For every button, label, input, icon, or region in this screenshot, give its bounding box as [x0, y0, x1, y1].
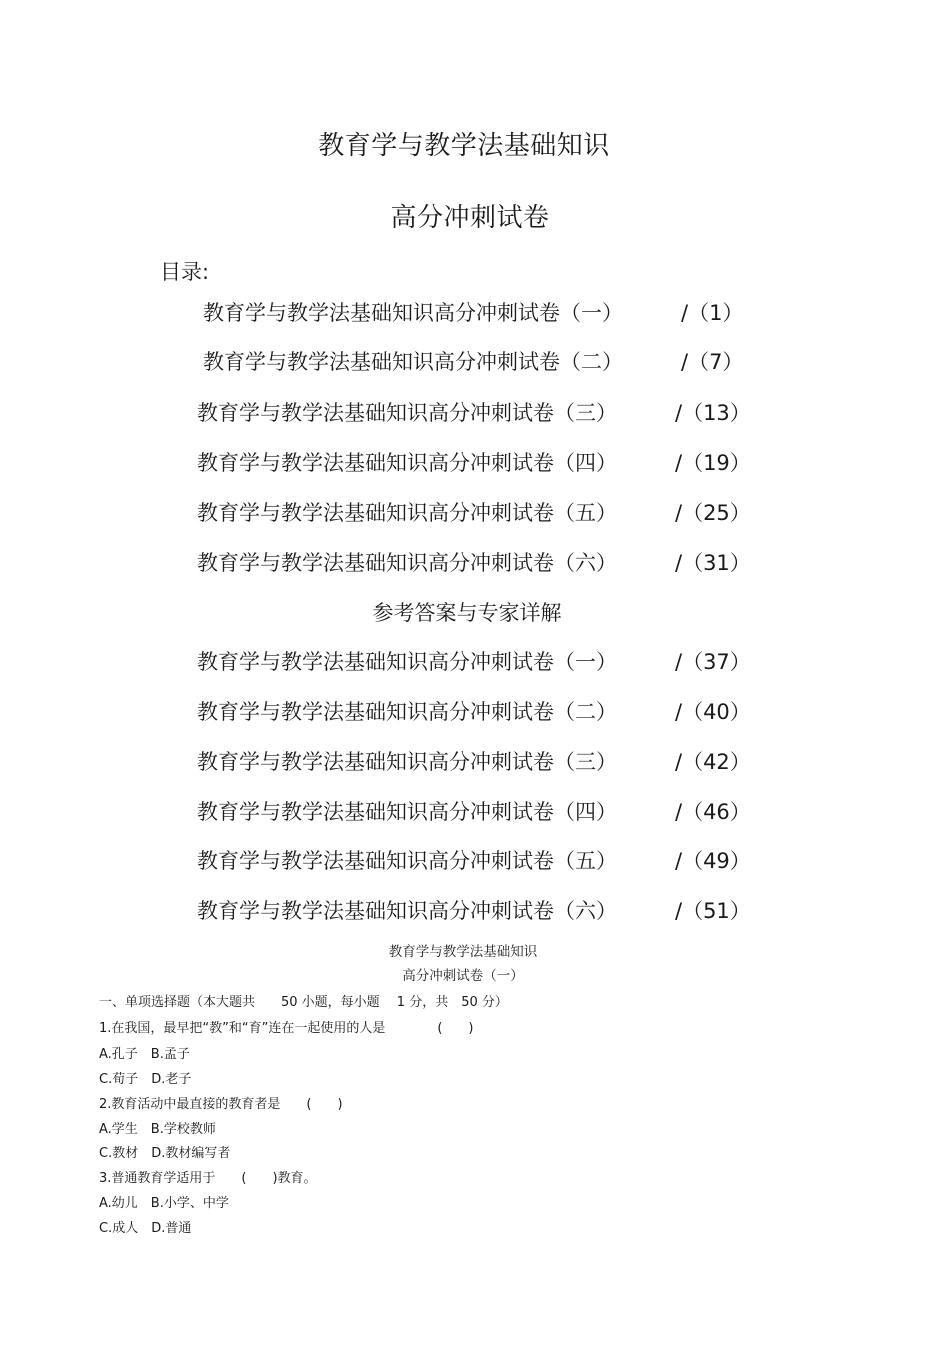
toc-entry-title: 教育学与教学法基础知识高分冲刺试卷（三） [197, 750, 617, 774]
toc-entry-page: /（13） [675, 401, 751, 425]
document-subtitle: 高分冲刺试卷 [390, 203, 550, 233]
paper-subtitle: 高分冲刺试卷（一） [402, 968, 524, 984]
toc-entry-page: /（25） [675, 501, 751, 525]
question-stem: 3.普通教育学适用于 ( )教育。 [99, 1171, 317, 1186]
toc-entry [197, 398, 751, 428]
question-options: A.幼儿 B.小学、中学 [99, 1196, 229, 1211]
toc-entry-title: 教育学与教学法基础知识高分冲刺试卷（三） [197, 401, 617, 425]
toc-entry-title: 教育学与教学法基础知识高分冲刺试卷（四） [197, 451, 617, 475]
toc-entry-title: 教育学与教学法基础知识高分冲刺试卷（四） [197, 800, 617, 824]
question-options: A.孔子 B.孟子 [99, 1047, 190, 1062]
toc-entry-title: 教育学与教学法基础知识高分冲刺试卷（一） [203, 301, 623, 325]
section-heading: 一、单项选择题（本大题共 50 小题，每小题 1 分，共 50 分） [99, 995, 508, 1010]
toc-label: 目录: [160, 260, 210, 284]
answers-heading: 参考答案与专家详解 [372, 601, 562, 625]
question-options: C.成人 D.普通 [99, 1221, 192, 1236]
toc-entry [197, 846, 751, 876]
question-options: A.学生 B.学校教师 [99, 1122, 216, 1137]
toc-entry-page: /（37） [675, 650, 751, 674]
question-options: C.荀子 D.老子 [99, 1072, 192, 1087]
toc-entry-page: /（46） [675, 800, 751, 824]
toc-entry-page: /（31） [675, 551, 751, 575]
toc-entry-title: 教育学与教学法基础知识高分冲刺试卷（一） [197, 650, 617, 674]
question-stem: 2.教育活动中最直接的教育者是 ( ) [99, 1097, 343, 1112]
document-title: 教育学与教学法基础知识 [318, 131, 610, 161]
toc-entry-title: 教育学与教学法基础知识高分冲刺试卷（六） [197, 899, 617, 923]
toc-entry-page: /（49） [675, 849, 751, 873]
toc-entry-title: 教育学与教学法基础知识高分冲刺试卷（五） [197, 501, 617, 525]
toc-entry-title: 教育学与教学法基础知识高分冲刺试卷（六） [197, 551, 617, 575]
question-stem: 1.在我国，最早把“教”和“育”连在一起使用的人是 ( ) [99, 1021, 474, 1036]
toc-entry-page: /（42） [675, 750, 751, 774]
toc-entry [197, 448, 751, 478]
toc-entry-title: 教育学与教学法基础知识高分冲刺试卷（五） [197, 849, 617, 873]
toc-entry [197, 498, 751, 528]
toc-entry [197, 647, 751, 677]
paper-title: 教育学与教学法基础知识 [388, 944, 538, 960]
toc-entry [197, 896, 751, 926]
toc-entry-title: 教育学与教学法基础知识高分冲刺试卷（二） [197, 700, 617, 724]
toc-entry-page: /（51） [675, 899, 751, 923]
toc-entry-page: /（40） [675, 700, 751, 724]
toc-entry-page: /（7） [681, 350, 744, 374]
toc-entry [203, 347, 743, 377]
question-options: C.教材 D.教材编写者 [99, 1146, 231, 1161]
toc-entry-title: 教育学与教学法基础知识高分冲刺试卷（二） [203, 350, 623, 374]
toc-entry-page: /（19） [675, 451, 751, 475]
toc-entry [203, 298, 743, 328]
toc-entry [197, 548, 751, 578]
toc-entry [197, 797, 751, 827]
toc-entry-page: /（1） [681, 301, 744, 325]
toc-entry [197, 697, 751, 727]
toc-entry [197, 747, 751, 777]
